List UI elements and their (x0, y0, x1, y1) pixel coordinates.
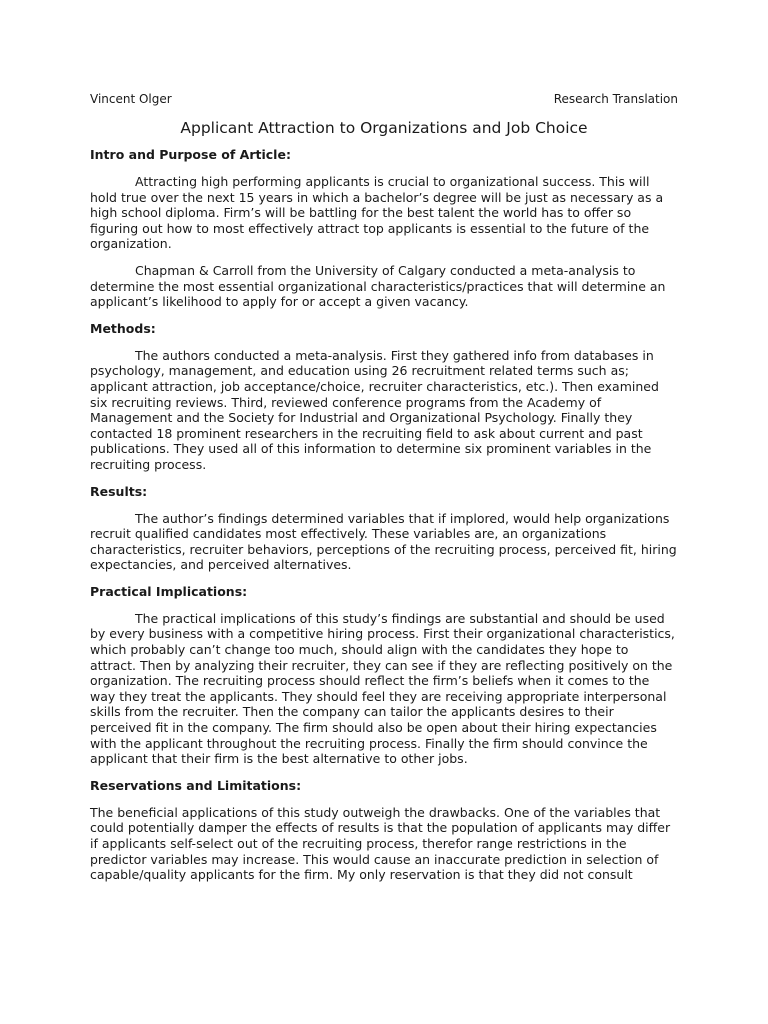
intro-heading: Intro and Purpose of Article: (90, 147, 291, 162)
course-name: Research Translation (553, 92, 678, 106)
limitations-paragraph: The beneficial applications of this study outweigh the drawbacks. One of the variables that could potentially damper the effects of results is that the population of applicants may differ if applicants self-select out of the recruiting process, therefor range restrictions in the predictor variables may increase. This would cause an inaccurate prediction in selection of capable/quality applicants for the firm. My only reservation is that they did not consult (90, 804, 671, 883)
author-name: Vincent Olger (90, 92, 172, 106)
document-page (90, 91, 678, 894)
implications-heading: Practical Implications: (90, 583, 248, 599)
intro-paragraph-2: Chapman & Carroll from the University of Calgary conducted a meta-analysis to determine the most essential organizational characteristics/practices that will determine an applicant’s likelihood to apply for or accept a given vacancy. (90, 262, 666, 310)
methods-paragraph: The authors conducted a meta-analysis. First they gathered info from databases in psychology, management, and education using 26 recruitment related terms such as; applicant attraction, job acceptance/choice, recruiter characteristics, etc.). Then examined six recruiting reviews. Third, reviewed conference programs from the Academy of Management and the Society for Industrial and Organizational Psychology. Finally they contacted 18 prominent researchers in the recruiting field to ask about current and past publications. They used all of this information to determine six prominent variables in the recruiting process. (90, 347, 659, 472)
implications-paragraph: The practical implications of this study’s findings are substantial and should be used by every business with a competitive hiring process. First their organizational characteristics, which probably can’t change too much, should align with the candidates they hope to attract. Then by analyzing their recruiter, they can see if they are reflecting positively on the organization. The recruiting process should reflect the firm’s beliefs when it comes to the way they treat the applicants. They should feel they are receiving appropriate interpersonal skills from the recruiter. Then the company can tailor the applicants desires to their perceived fit in the company. The firm should also be open about their hiring expectancies with the applicant throughout the recruiting process. Finally the firm should convince the applicant that their firm is the best alternative to other jobs. (90, 610, 675, 767)
methods-heading: Methods: (90, 320, 156, 336)
document-title: Applicant Attraction to Organizations and Job Choice (180, 119, 588, 137)
results-heading: Results: (90, 483, 148, 499)
results-paragraph: The author’s findings determined variables that if implored, would help organizations recruit qualified candidates most effectively. These variables are, an organizations characteristics, recruiter behaviors, perceptions of the recruiting process, perceived fit, hiring expectancies, and perceived alternatives. (90, 510, 677, 573)
intro-paragraph-1: Attracting high performing applicants is crucial to organizational success. This will hold true over the next 15 years in which a bachelor’s degree will be just as necessary as a high school diploma. Firm’s will be battling for the best talent the world has to offer so figuring out how to most effectively attract top applicants is essential to the future of the organization. (90, 174, 664, 252)
limitations-heading: Reservations and Limitations: (90, 777, 302, 793)
document-header (90, 91, 678, 107)
